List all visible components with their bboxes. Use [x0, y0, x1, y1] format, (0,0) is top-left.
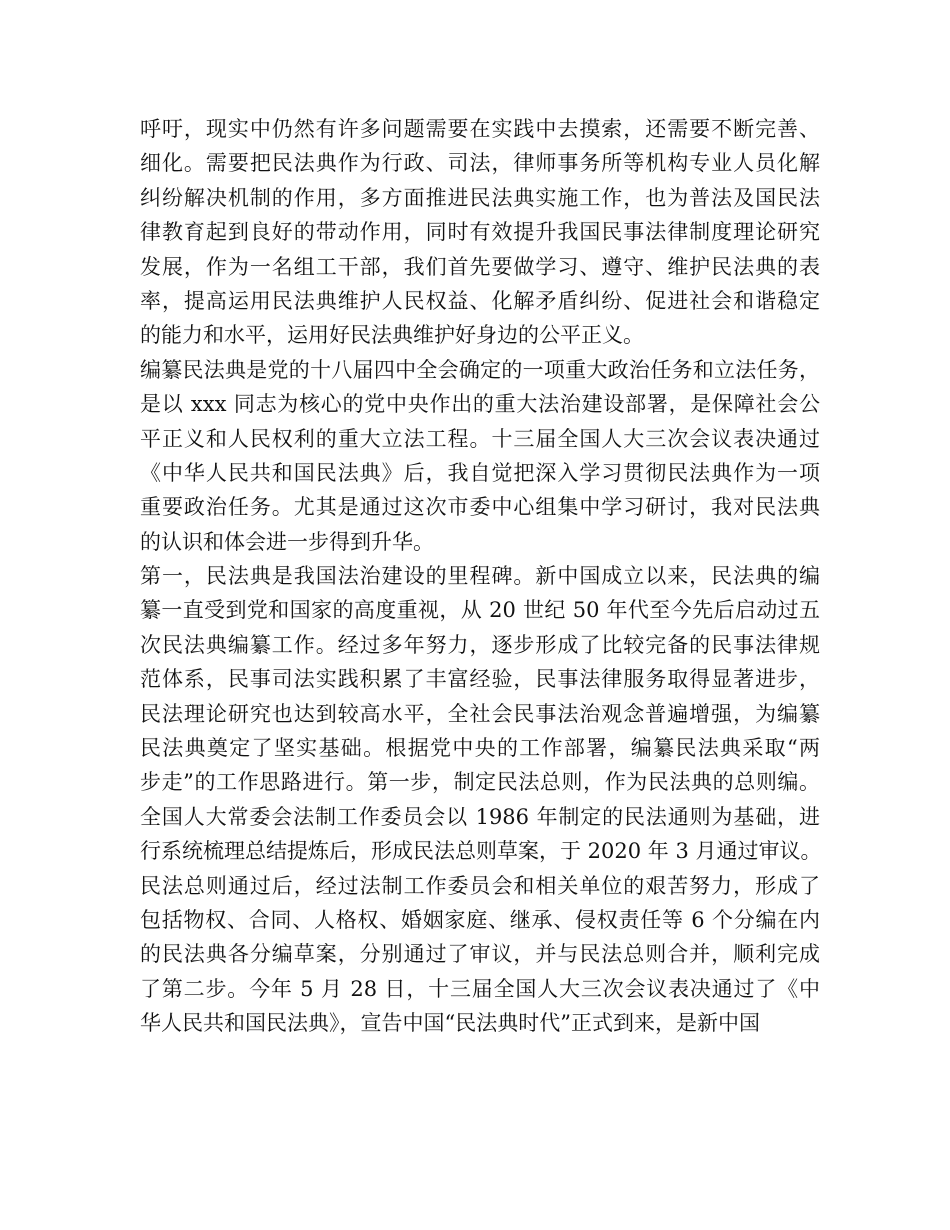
text-line: 编纂民法典是党的十八届四中全会确定的一项重大政治任务和立法任务，: [140, 357, 820, 382]
text-line: 发展，作为一名组工干部，我们首先要做学习、遵守、维护民法典的表: [140, 254, 820, 279]
text-line: 纠纷解决机制的作用，多方面推进民法典实施工作，也为普法及国民法: [140, 185, 820, 210]
text-line: 民法理论研究也达到较高水平，全社会民事法治观念普遍增强，为编纂: [140, 701, 820, 726]
text-line: 的民法典各分编草案，分别通过了审议，并与民法总则合并，顺利完成: [140, 942, 820, 967]
text-line: 是以 xxx 同志为核心的党中央作出的重大法治建设部署，是保障社会公: [140, 392, 820, 417]
text-line: 呼吁，现实中仍然有许多问题需要在实践中去摸索，还需要不断完善、: [140, 117, 820, 141]
text-line: 纂一直受到党和国家的高度重视，从 20 世纪 50 年代至今先后启动过五: [140, 598, 820, 623]
paragraph: [140, 353, 820, 559]
text-line: 的能力和水平，运用好民法典维护好身边的公平正义。: [140, 323, 644, 348]
text-line: 第一，民法典是我国法治建设的里程碑。新中国成立以来，民法典的编: [140, 564, 820, 589]
paragraph: [140, 112, 820, 353]
text-line: 华人民共和国民法典》，宣告中国“民法典时代”正式到来，是新中国: [140, 1011, 760, 1036]
text-line: 率，提高运用民法典维护人民权益、化解矛盾纠纷、促进社会和谐稳定: [140, 288, 820, 313]
text-line: 律教育起到良好的带动作用，同时有效提升我国民事法律制度理论研究: [140, 220, 820, 245]
text-line: 步走”的工作思路进行。第一步，制定民法总则，作为民法典的总则编。: [140, 770, 820, 795]
text-line: 重要政治任务。尤其是通过这次市委中心组集中学习研讨，我对民法典: [140, 495, 820, 520]
paragraph: [140, 559, 820, 1040]
text-line: 细化。需要把民法典作为行政、司法，律师事务所等机构专业人员化解: [140, 151, 820, 176]
text-line: 行系统梳理总结提炼后，形成民法总则草案，于 2020 年 3 月通过审议。: [140, 839, 822, 864]
text-line: 民法典奠定了坚实基础。根据党中央的工作部署，编纂民法典采取“两: [140, 736, 820, 761]
text-line: 次民法典编纂工作。经过多年努力，逐步形成了比较完备的民事法律规: [140, 632, 820, 657]
text-line: 平正义和人民权利的重大立法工程。十三届全国人大三次会议表决通过: [140, 426, 820, 451]
text-line: 的认识和体会进一步得到升华。: [140, 529, 434, 554]
text-line: 范体系，民事司法实践积累了丰富经验，民事法律服务取得显著进步，: [140, 667, 820, 692]
text-line: 《中华人民共和国民法典》后，我自觉把深入学习贯彻民法典作为一项: [140, 460, 820, 485]
text-line: 包括物权、合同、人格权、婚姻家庭、继承、侵权责任等 6 个分编在内: [140, 907, 820, 932]
text-line: 了第二步。今年 5 月 28 日，十三届全国人大三次会议表决通过了《中: [140, 976, 820, 1001]
text-line: 全国人大常委会法制工作委员会以 1986 年制定的民法通则为基础，进: [140, 804, 820, 829]
document-body: [140, 112, 820, 1041]
text-line: 民法总则通过后，经过法制工作委员会和相关单位的艰苦努力，形成了: [140, 873, 820, 898]
